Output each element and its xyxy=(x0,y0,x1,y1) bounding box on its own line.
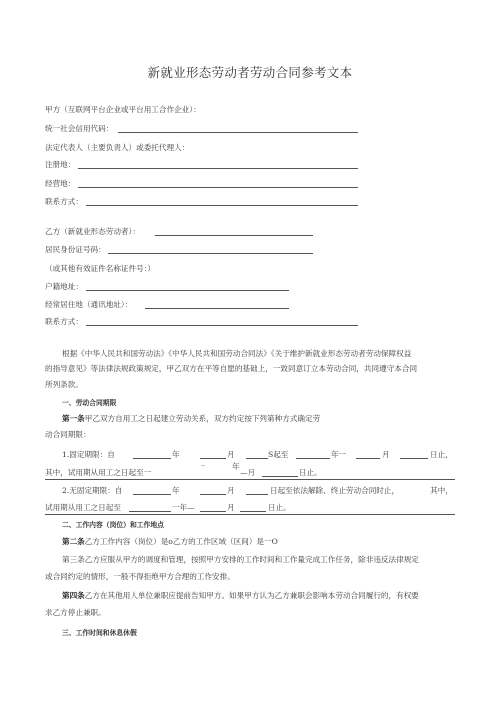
registered-address-label: 注册地： xyxy=(45,160,76,169)
open-termination-text: 日起至依法解除、终止劳动合同时止， xyxy=(270,486,400,495)
party-a-contact-label: 联系方式： xyxy=(45,197,83,206)
other-id-label: （或其他有效证件名称证件号：） xyxy=(45,264,156,273)
end-year-text: 年一 xyxy=(331,450,347,459)
article-1-line-1 xyxy=(62,414,320,424)
section-1-heading: 一、劳动合同期限 xyxy=(62,399,117,407)
fixed-start-day-field xyxy=(246,458,268,459)
probation-open-year-text: 一年— xyxy=(172,503,195,512)
end-month-text: 月 xyxy=(382,450,390,459)
probation-open-day-field xyxy=(240,511,266,512)
preamble-line-1: 根据《中华人民共和国劳动法》《中华人民共和国劳动合同法》《关于维护新就业形态劳动者劳动保障权益 xyxy=(62,349,412,358)
document-title: 新就业形态劳动者劳动合同参考文本 xyxy=(147,65,353,80)
open-probation-lead: 其中， xyxy=(430,486,453,495)
end-day-text: 日止， xyxy=(430,450,453,459)
article-2-line xyxy=(62,537,278,547)
article-4-text: 乙方在其他用人单位兼职应提前告知甲方。如果甲方认为乙方兼职会影响本劳动合同履行的，有权要 xyxy=(84,591,419,600)
option-2-rule xyxy=(45,514,455,515)
party-b-name-field xyxy=(155,235,313,236)
registered-address-field xyxy=(78,168,358,169)
option-1-rule xyxy=(45,479,455,480)
fixed-end-month-field xyxy=(356,458,380,459)
business-address-field xyxy=(78,187,358,188)
section-2-heading: 二、工作内容（岗位）和工作地点 xyxy=(62,521,164,529)
article-1-line-2: 动合同期限： xyxy=(45,430,91,439)
article-4-number: 第四条 xyxy=(62,591,85,600)
party-b-contact-label: 联系方式： xyxy=(45,317,83,326)
open-month-text: 月 xyxy=(227,486,235,495)
open-year-text: 年 xyxy=(172,486,180,495)
fixed-start-month-field xyxy=(200,458,226,459)
article-3-line-1: 第三条乙方应服从甲方的调度和管理，按照甲方安排的工作时间和工作量完成工作任务，除非违反法律规定 xyxy=(62,555,419,564)
month-text: 月 xyxy=(227,450,235,459)
option-open-term-label: 2.无固定期限：自 xyxy=(62,486,123,495)
preamble-line-3: 所列条款。 xyxy=(45,380,83,389)
party-b-name-label: 乙方（新就业形态劳动者）： xyxy=(45,227,140,236)
probation-dash: － xyxy=(200,463,207,470)
party-b-contact-field xyxy=(86,325,358,326)
article-4-line-1 xyxy=(62,591,419,601)
residence-address-field xyxy=(145,308,289,309)
open-start-year-field xyxy=(133,494,171,495)
probation-open-end-text: 日止。 xyxy=(268,503,291,512)
hukou-address-field xyxy=(86,290,289,291)
probation-month-text: —月 xyxy=(240,468,256,477)
probation-fixed-day-field xyxy=(262,476,298,477)
party-a-contact-field xyxy=(86,205,358,206)
article-3-line-2: 或合同约定的情形，一般不得拒绝甲方合理的工作安排。 xyxy=(45,572,235,581)
fixed-start-year-field xyxy=(133,458,171,459)
credit-code-label: 统一社会信用代码： xyxy=(45,124,114,133)
open-start-month-field xyxy=(200,494,226,495)
start-day-text: S起至 xyxy=(268,450,289,459)
probation-end-text: 日止。 xyxy=(299,468,322,477)
business-address-label: 经营地： xyxy=(45,179,76,188)
article-2-text: 乙方工作内容（岗位）是o乙方的工作区域（区间）是一O xyxy=(84,537,278,546)
preamble-line-2: 的指导意见》等法律法规政策规定，甲乙双方在平等自愿的基础上，一致同意订立本劳动合同，共同遵守本合同 xyxy=(45,364,418,373)
id-number-label: 居民身份证号码： xyxy=(45,245,106,254)
probation-fixed-label: 其中，试用期从用工之日起至一 xyxy=(45,468,152,477)
probation-year-text: 年 xyxy=(232,462,240,471)
fixed-end-year-field xyxy=(296,458,330,459)
id-number-field xyxy=(108,253,313,254)
legal-rep-label: 法定代表人（主要负责人）或委托代理人： xyxy=(45,143,190,152)
open-start-day-field xyxy=(246,494,268,495)
probation-open-month-field xyxy=(200,511,226,512)
option-fixed-term-label: 1.固定期限：自 xyxy=(62,450,115,459)
probation-open-month-text: 月 xyxy=(227,503,235,512)
hukou-address-label: 户籍地址： xyxy=(45,282,83,291)
credit-code-field xyxy=(118,132,358,133)
article-4-line-2: 求乙方停止兼职。 xyxy=(45,608,106,617)
article-1-number: 第一条 xyxy=(62,414,85,423)
probation-open-year-field xyxy=(129,511,171,512)
article-2-number: 第二条 xyxy=(62,537,85,546)
fixed-end-day-field xyxy=(400,458,428,459)
year-text: 年 xyxy=(172,450,180,459)
party-a-name-label: 甲方（互联网平台企业或平台用工合作企业）： xyxy=(45,105,201,114)
probation-open-label: 试用期从用工之日起至 xyxy=(45,503,121,512)
section-3-heading: 三、工作时间和休息休假 xyxy=(62,629,137,637)
residence-address-label: 经常居住地（通讯地址）： xyxy=(45,300,133,309)
article-1-text: 甲乙双方自用工之日起建立劳动关系，双方约定按下列第种方式确定劳 xyxy=(84,414,321,423)
